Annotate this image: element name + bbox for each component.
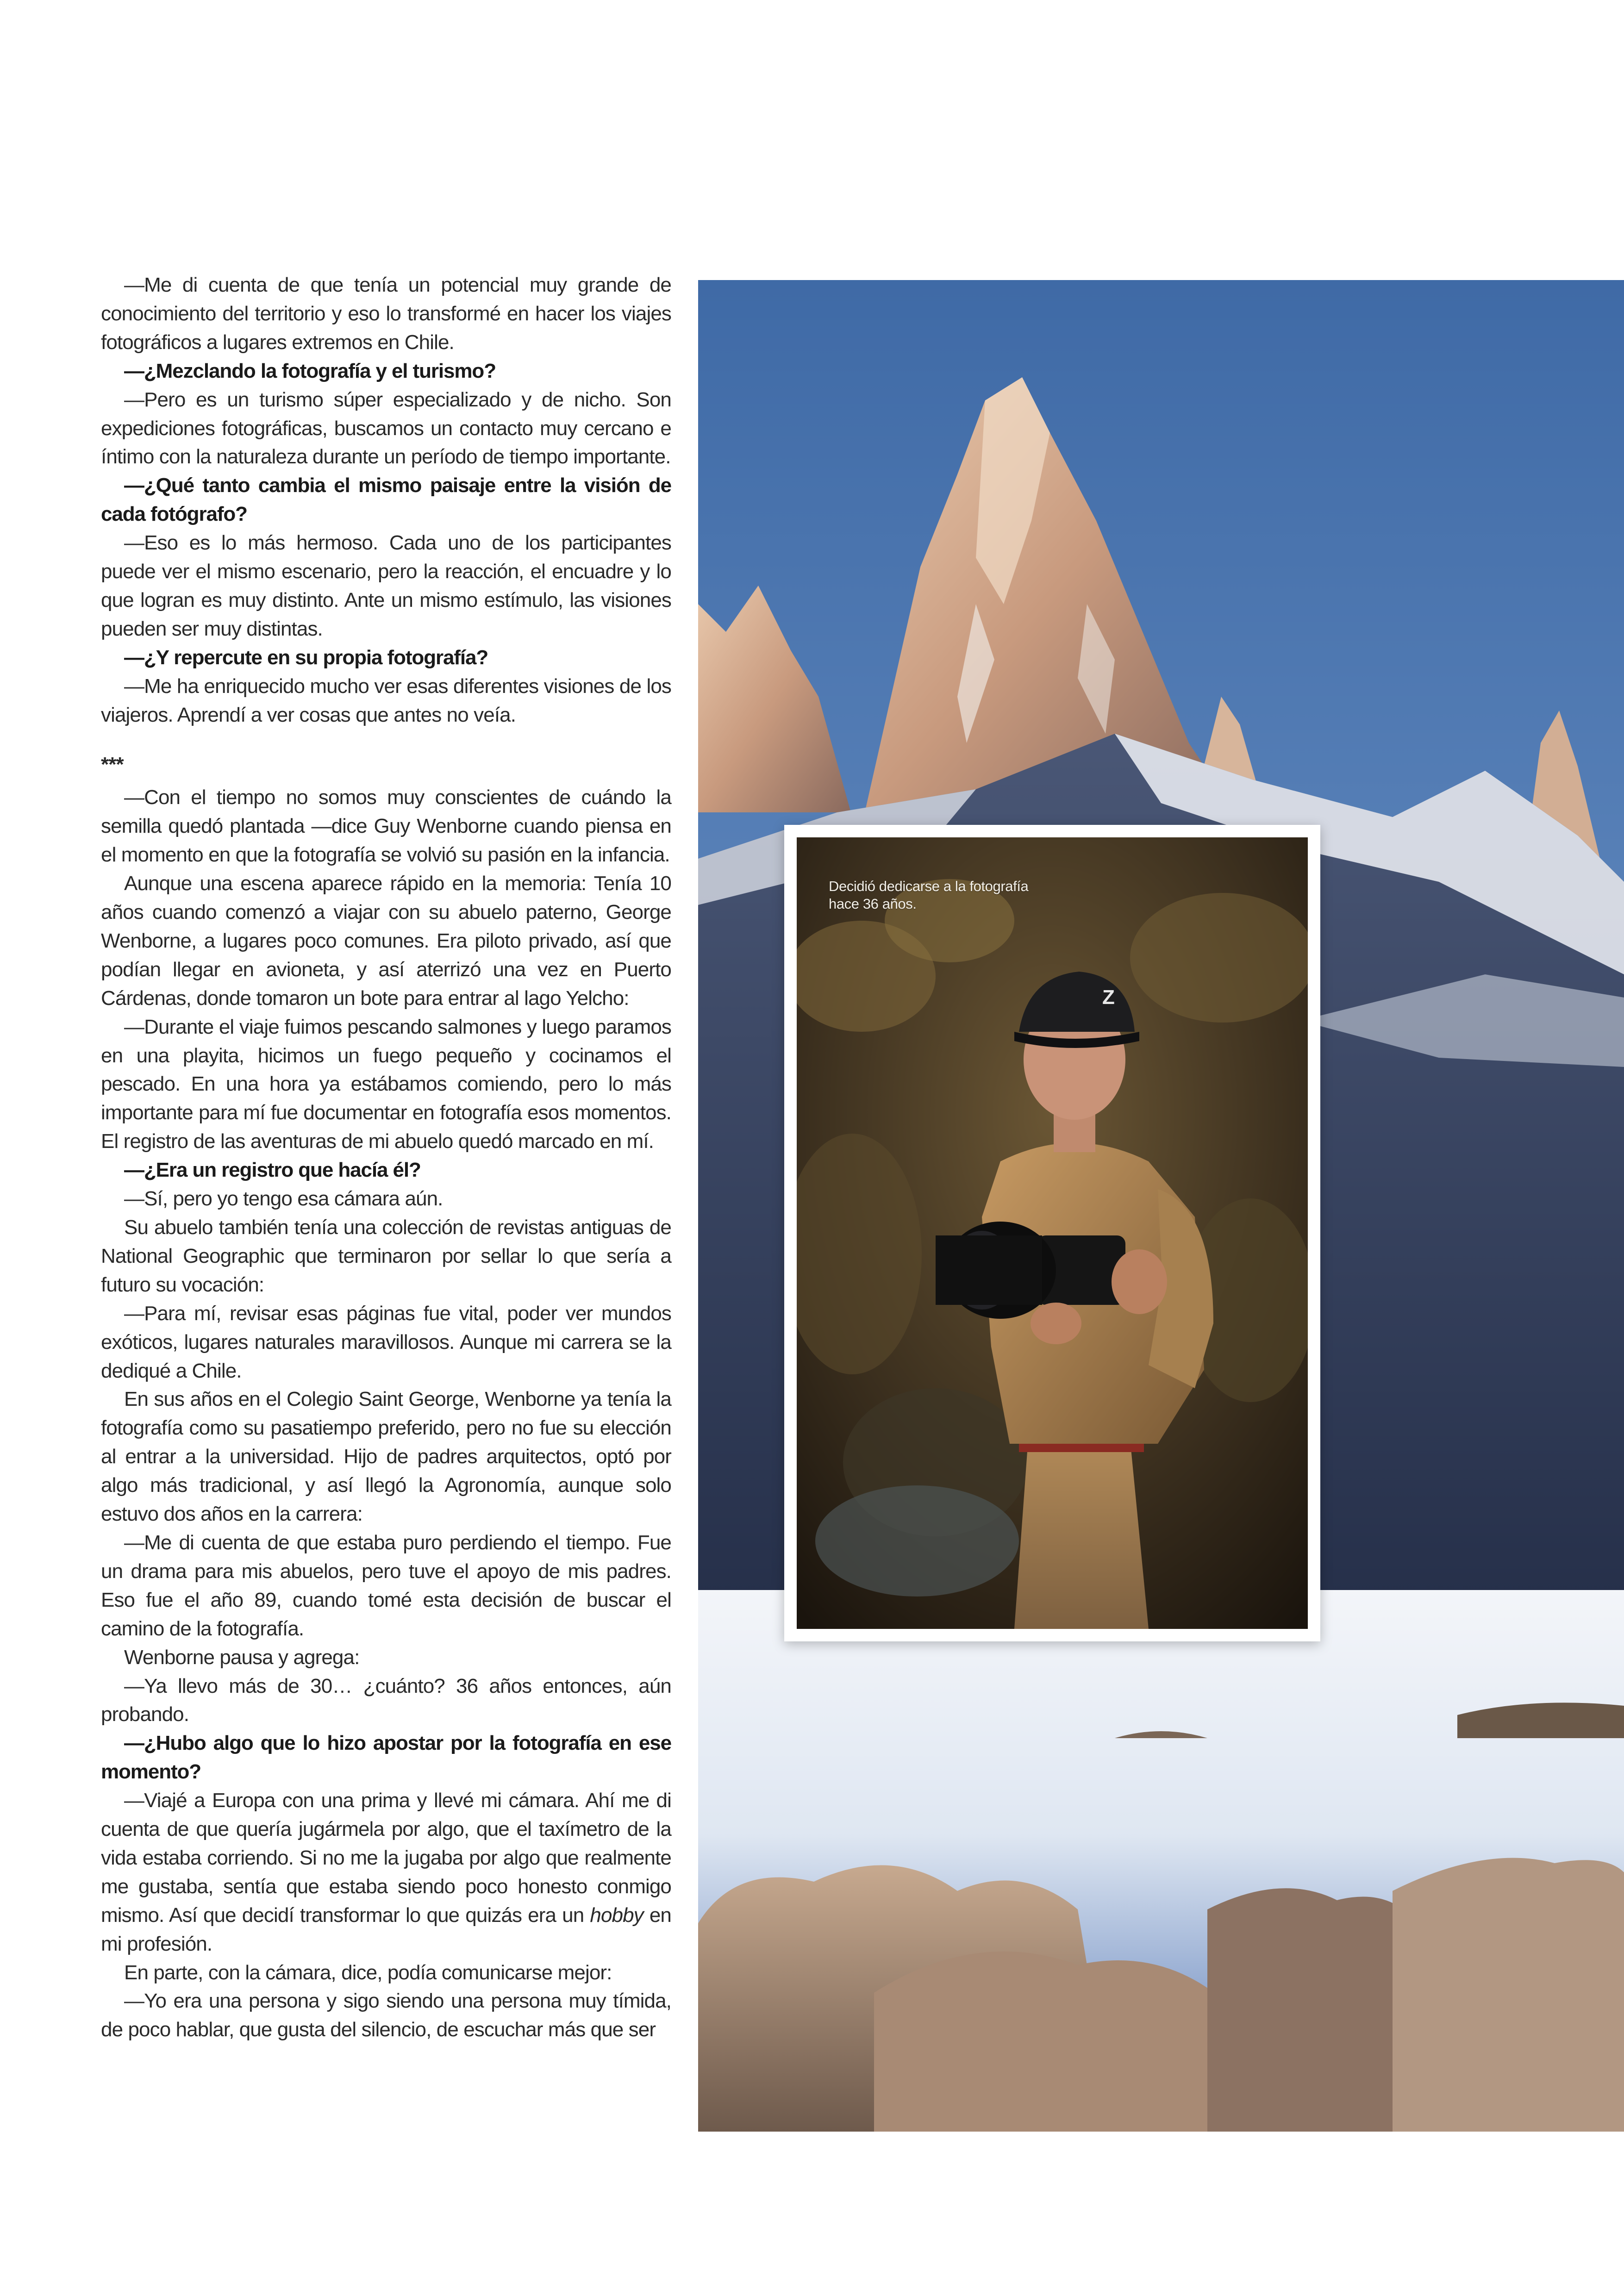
interview-question: —¿Qué tanto cambia el mismo paisaje entre la visión de cada fotógrafo? bbox=[101, 474, 671, 526]
body-paragraph: —Me di cuenta de que tenía un potencial muy grande de conocimiento del territorio y eso lo transformé en hacer los viajes fotográficos a lugares extremos en Chile. bbox=[101, 274, 671, 354]
paragraph-text: en mi profesión. bbox=[101, 1903, 671, 1955]
body-paragraph: Aunque una escena aparece rápido en la memoria: Tenía 10 años cuando comenzó a viajar con su abuelo paterno, George Wenborne, a lugares poco comunes. Era piloto privado, así que podían llegar en avioneta, y así aterrizó una vez en Puerto Cárdenas, donde tomaron un bote para entrar al lago Yelcho: bbox=[101, 872, 671, 1010]
section-separator: *** bbox=[101, 753, 124, 776]
body-paragraph: —Pero es un turismo súper especializado y de nicho. Son expediciones fotográficas, buscamos un contacto muy cercano e íntimo con la naturaleza durante un período de tiempo importante. bbox=[101, 388, 671, 468]
body-paragraph: —Para mí, revisar esas páginas fue vital, poder ver mundos exóticos, lugares naturales maravillosos. Aunque mi carrera se la dediqué a Chile. bbox=[101, 1302, 671, 1382]
body-paragraph: —Me di cuenta de que estaba puro perdiendo el tiempo. Fue un drama para mis abuelos, pero tuve el apoyo de mis padres. Eso fue el año 89, cuando tomé esta decisión de buscar el camino de la fotografía. bbox=[101, 1531, 671, 1640]
body-paragraph: Su abuelo también tenía una colección de revistas antiguas de National Geographic que terminaron por sellar lo que sería a futuro su vocación: bbox=[101, 1216, 671, 1296]
body-paragraph: —Ya llevo más de 30… ¿cuánto? 36 años entonces, aún probando. bbox=[101, 1674, 671, 1726]
interview-question: —¿Y repercute en su propia fotografía? bbox=[124, 646, 488, 669]
italic-term: hobby bbox=[590, 1903, 643, 1927]
portrait-photo bbox=[797, 837, 1308, 1629]
body-paragraph: —Eso es lo más hermoso. Cada uno de los participantes puede ver el mismo escenario, pero la reacción, el encuadre y lo que logran es muy distinto. Ante un mismo estímulo, las visiones pueden ser muy distintas. bbox=[101, 531, 671, 640]
paragraph-text: —Viajé a Europa con una prima y llevé mi cámara. Ahí me di cuenta de que quería jugármela por algo, que el taxímetro de la vida estaba corriendo. Si no me la jugaba por algo que realmente me gustaba, sentía que estaba siendo poco honesto conmigo mismo. Así que decidí transformar lo que quizás era un bbox=[101, 1789, 671, 1927]
interview-question: —¿Mezclando la fotografía y el turismo? bbox=[124, 359, 496, 382]
photo-caption: Decidió dedicarse a la fotografía hace 36 años. bbox=[829, 878, 1029, 912]
body-paragraph: Wenborne pausa y agrega: bbox=[124, 1646, 360, 1669]
article-text-column bbox=[101, 271, 671, 2044]
cap-logo: Z bbox=[1102, 986, 1115, 1009]
body-paragraph: En parte, con la cámara, dice, podía comunicarse mejor: bbox=[124, 1961, 612, 1984]
interview-question: —¿Era un registro que hacía él? bbox=[124, 1159, 421, 1182]
body-paragraph: —Con el tiempo no somos muy conscientes de cuándo la semilla quedó plantada —dice Guy Wenborne cuando piensa en el momento en que la fotografía se volvió su pasión en la infancia. bbox=[101, 786, 671, 867]
portrait-frame bbox=[784, 825, 1320, 1641]
interview-question: —¿Hubo algo que lo hizo apostar por la fotografía en ese momento? bbox=[101, 1732, 671, 1784]
body-paragraph: —Durante el viaje fuimos pescando salmones y luego paramos en una playita, hicimos un fuego pequeño y cocinamos el pescado. En una hora ya estábamos comiendo, pero lo más importante para mí fue documentar en fotografía esos momentos. El registro de las aventuras de mi abuelo quedó marcado en mí. bbox=[101, 1015, 671, 1153]
body-paragraph: —Me ha enriquecido mucho ver esas diferentes visiones de los viajeros. Aprendí a ver cosas que antes no veía. bbox=[101, 674, 671, 726]
body-paragraph: —Sí, pero yo tengo esa cámara aún. bbox=[124, 1187, 443, 1210]
body-paragraph: —Yo era una persona y sigo siendo una persona muy tímida, de poco hablar, que gusta del silencio, de escuchar más que ser bbox=[101, 1989, 671, 2041]
body-paragraph bbox=[101, 1786, 671, 1958]
body-paragraph: En sus años en el Colegio Saint George, Wenborne ya tenía la fotografía como su pasatiempo preferido, pero no fue su elección al entrar a la universidad. Hijo de padres arquitectos, optó por algo más tradicional, y así llegó la Agronomía, aunque solo estuvo dos años en la carrera: bbox=[101, 1388, 671, 1526]
